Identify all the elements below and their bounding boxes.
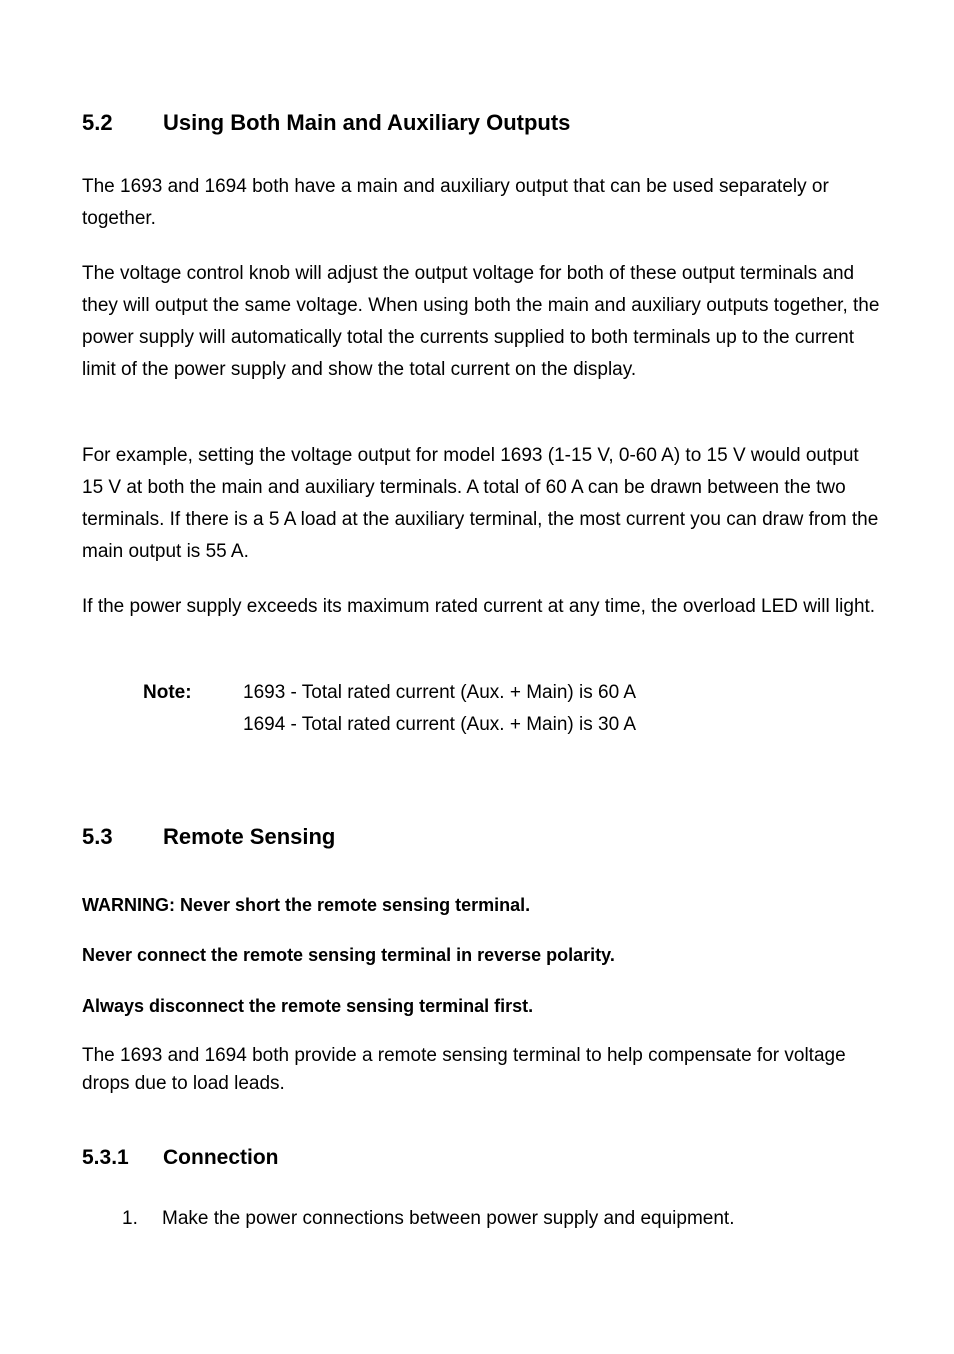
section-number: 5.3.1 xyxy=(82,1146,129,1169)
paragraph-voltage-control: The voltage control knob will adjust the output voltage for both of these output terminals and they will output the same voltage. When using both the main and auxiliary outputs together, the power supply will automatically total the currents supplied to both terminals up to the current limit of the power supply and show the total current on the display. xyxy=(82,263,880,380)
section-heading-5-3-1 xyxy=(82,1144,279,1172)
note-label: Note: xyxy=(143,682,192,703)
section-heading-5-3 xyxy=(82,823,335,851)
note-line: 1694 - Total rated current (Aux. + Main) is 30 A xyxy=(243,714,637,735)
paragraph-overload: If the power supply exceeds its maximum rated current at any time, the overload LED will light. xyxy=(82,596,876,617)
note-line: 1693 - Total rated current (Aux. + Main) is 60 A xyxy=(243,682,637,703)
paragraph-outputs-intro: The 1693 and 1694 both have a main and auxiliary output that can be used separately or together. xyxy=(82,176,829,229)
warning-never-short: WARNING: Never short the remote sensing terminal. xyxy=(82,895,531,915)
section-title: Connection xyxy=(163,1146,279,1169)
list-item-text: Make the power connections between power supply and equipment. xyxy=(162,1208,735,1229)
section-number: 5.3 xyxy=(82,824,113,849)
paragraph-remote-sensing: The 1693 and 1694 both provide a remote sensing terminal to help compensate for voltage drops due to load leads. xyxy=(82,1045,846,1094)
section-title: Using Both Main and Auxiliary Outputs xyxy=(163,110,571,135)
note-lines xyxy=(243,677,636,741)
paragraph-example: For example, setting the voltage output for model 1693 (1-15 V, 0-60 A) to 15 V would output 15 V at both the main and auxiliary terminals. A total of 60 A can be drawn between the two terminals. If there is a 5 A load at the auxiliary terminal, the most current you can draw from the main output is 55 A. xyxy=(82,445,879,562)
warning-reverse-polarity: Never connect the remote sensing terminal in reverse polarity. xyxy=(82,945,615,965)
section-number: 5.2 xyxy=(82,110,113,135)
list-item xyxy=(122,1204,734,1234)
section-title: Remote Sensing xyxy=(163,824,336,849)
warning-disconnect-first: Always disconnect the remote sensing terminal first. xyxy=(82,996,534,1016)
list-marker: 1. xyxy=(122,1208,138,1229)
section-heading-5-2 xyxy=(82,109,570,137)
